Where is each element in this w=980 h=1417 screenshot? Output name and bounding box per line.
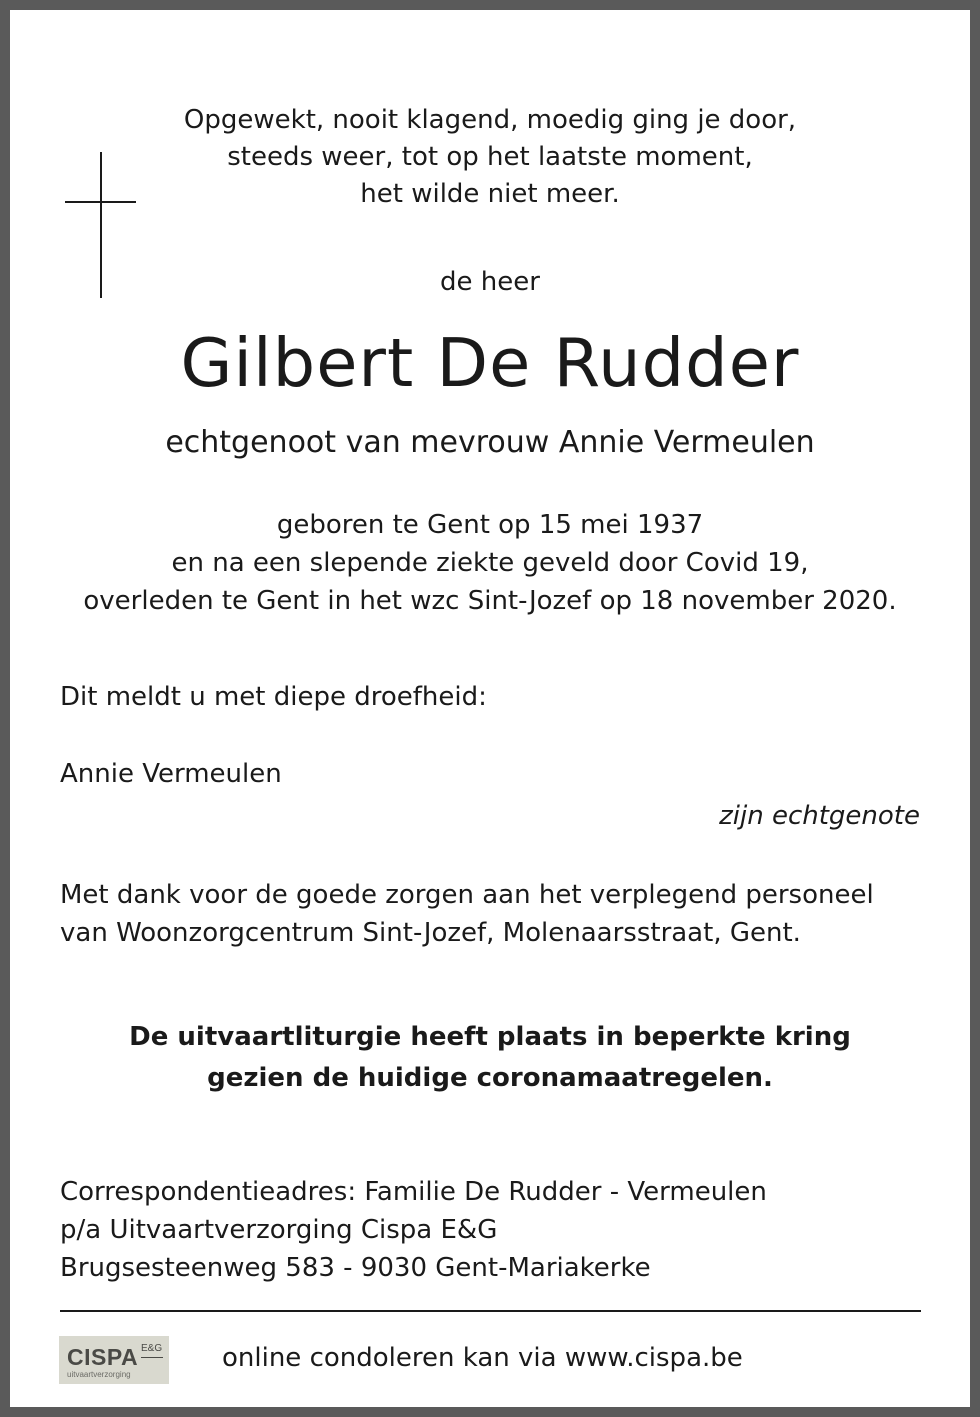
- announcement: Dit meldt u met diepe droefheid:: [60, 682, 487, 712]
- mourner-relation: zijn echtgenote: [719, 801, 920, 831]
- poem-line: het wilde niet meer.: [360, 179, 620, 209]
- address-line: Brugsesteenweg 583 - 9030 Gent-Mariakerke: [60, 1253, 651, 1283]
- liturgy-line: gezien de huidige coronamaatregelen.: [207, 1063, 773, 1093]
- birth-death-info: [10, 506, 970, 620]
- liturgy-line: De uitvaartliturgie heeft plaats in beperkte kring: [129, 1022, 851, 1052]
- poem: [10, 102, 970, 213]
- dates-line: geboren te Gent op 15 mei 1937: [276, 510, 704, 540]
- thanks-message: [60, 876, 874, 952]
- logo-sub-text: uitvaartverzorging: [67, 1370, 131, 1379]
- cispa-logo: [59, 1336, 169, 1384]
- spouse-line: echtgenoot van mevrouw Annie Vermeulen: [165, 425, 815, 460]
- mourner-name: Annie Vermeulen: [60, 759, 282, 789]
- divider: [60, 1310, 921, 1312]
- dates-line: overleden te Gent in het wzc Sint-Jozef op 18 november 2020.: [83, 586, 897, 616]
- thanks-line: van Woonzorgcentrum Sint-Jozef, Molenaarsstraat, Gent.: [60, 918, 801, 948]
- deceased-name: Gilbert De Rudder: [180, 324, 800, 402]
- logo-rule: [141, 1357, 163, 1358]
- condolence-link[interactable]: online condoleren kan via www.cispa.be: [222, 1343, 743, 1373]
- liturgy-notice: [10, 1017, 970, 1099]
- title-prefix: de heer: [440, 267, 540, 297]
- correspondence-address: [60, 1173, 767, 1287]
- poem-line: steeds weer, tot op het laatste moment,: [227, 142, 753, 172]
- poem-line: Opgewekt, nooit klagend, moedig ging je door,: [183, 105, 797, 135]
- thanks-line: Met dank voor de goede zorgen aan het verplegend personeel: [60, 880, 874, 910]
- logo-sup-text: E&G: [141, 1343, 163, 1354]
- address-line: Correspondentieadres: Familie De Rudder - Vermeulen: [60, 1177, 767, 1207]
- address-line: p/a Uitvaartverzorging Cispa E&G: [60, 1215, 498, 1245]
- logo-main-text: CISPA: [67, 1344, 139, 1370]
- dates-line: en na een slepende ziekte geveld door Covid 19,: [171, 548, 809, 578]
